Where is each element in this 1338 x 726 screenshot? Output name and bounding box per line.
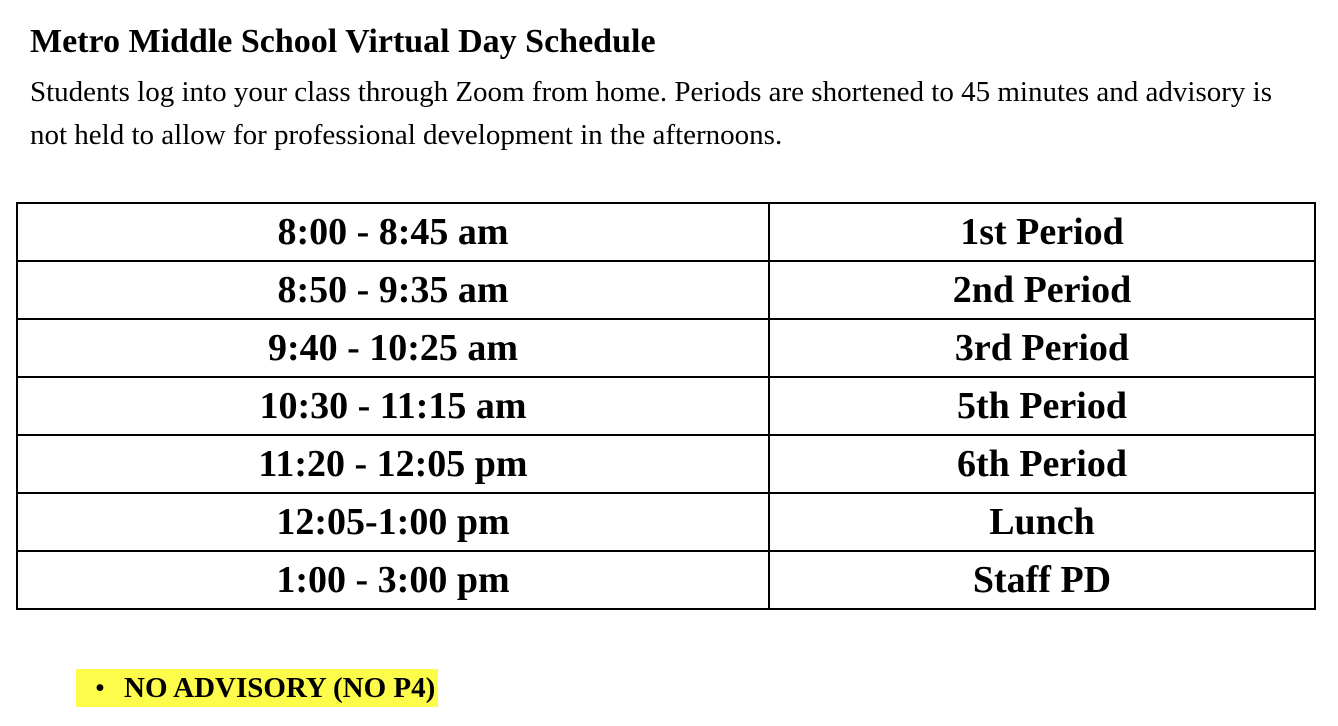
advisory-note-text: NO ADVISORY (NO P4) xyxy=(124,672,436,704)
time-cell: 8:00 - 8:45 am xyxy=(17,203,769,261)
period-cell: 3rd Period xyxy=(769,319,1315,377)
document-title: Metro Middle School Virtual Day Schedule xyxy=(30,23,656,60)
table-row xyxy=(17,203,1315,261)
time-cell: 1:00 - 3:00 pm xyxy=(17,551,769,609)
time-cell: 10:30 - 11:15 am xyxy=(17,377,769,435)
time-cell: 9:40 - 10:25 am xyxy=(17,319,769,377)
table-row xyxy=(17,261,1315,319)
period-cell: 5th Period xyxy=(769,377,1315,435)
time-cell: 12:05-1:00 pm xyxy=(17,493,769,551)
bullet-icon: • xyxy=(94,672,106,704)
period-cell: 1st Period xyxy=(769,203,1315,261)
table-row xyxy=(17,493,1315,551)
advisory-note xyxy=(76,669,438,707)
period-cell: 6th Period xyxy=(769,435,1315,493)
time-cell: 8:50 - 9:35 am xyxy=(17,261,769,319)
period-cell: 2nd Period xyxy=(769,261,1315,319)
intro-paragraph: Students log into your class through Zoom from home. Periods are shortened to 45 minutes and advisory is not held to allow for professional development in the afternoons. xyxy=(30,76,1273,151)
period-cell: Lunch xyxy=(769,493,1315,551)
table-row xyxy=(17,319,1315,377)
table-row xyxy=(17,435,1315,493)
schedule-table xyxy=(16,202,1316,610)
time-cell: 11:20 - 12:05 pm xyxy=(17,435,769,493)
table-row xyxy=(17,551,1315,609)
table-row xyxy=(17,377,1315,435)
period-cell: Staff PD xyxy=(769,551,1315,609)
